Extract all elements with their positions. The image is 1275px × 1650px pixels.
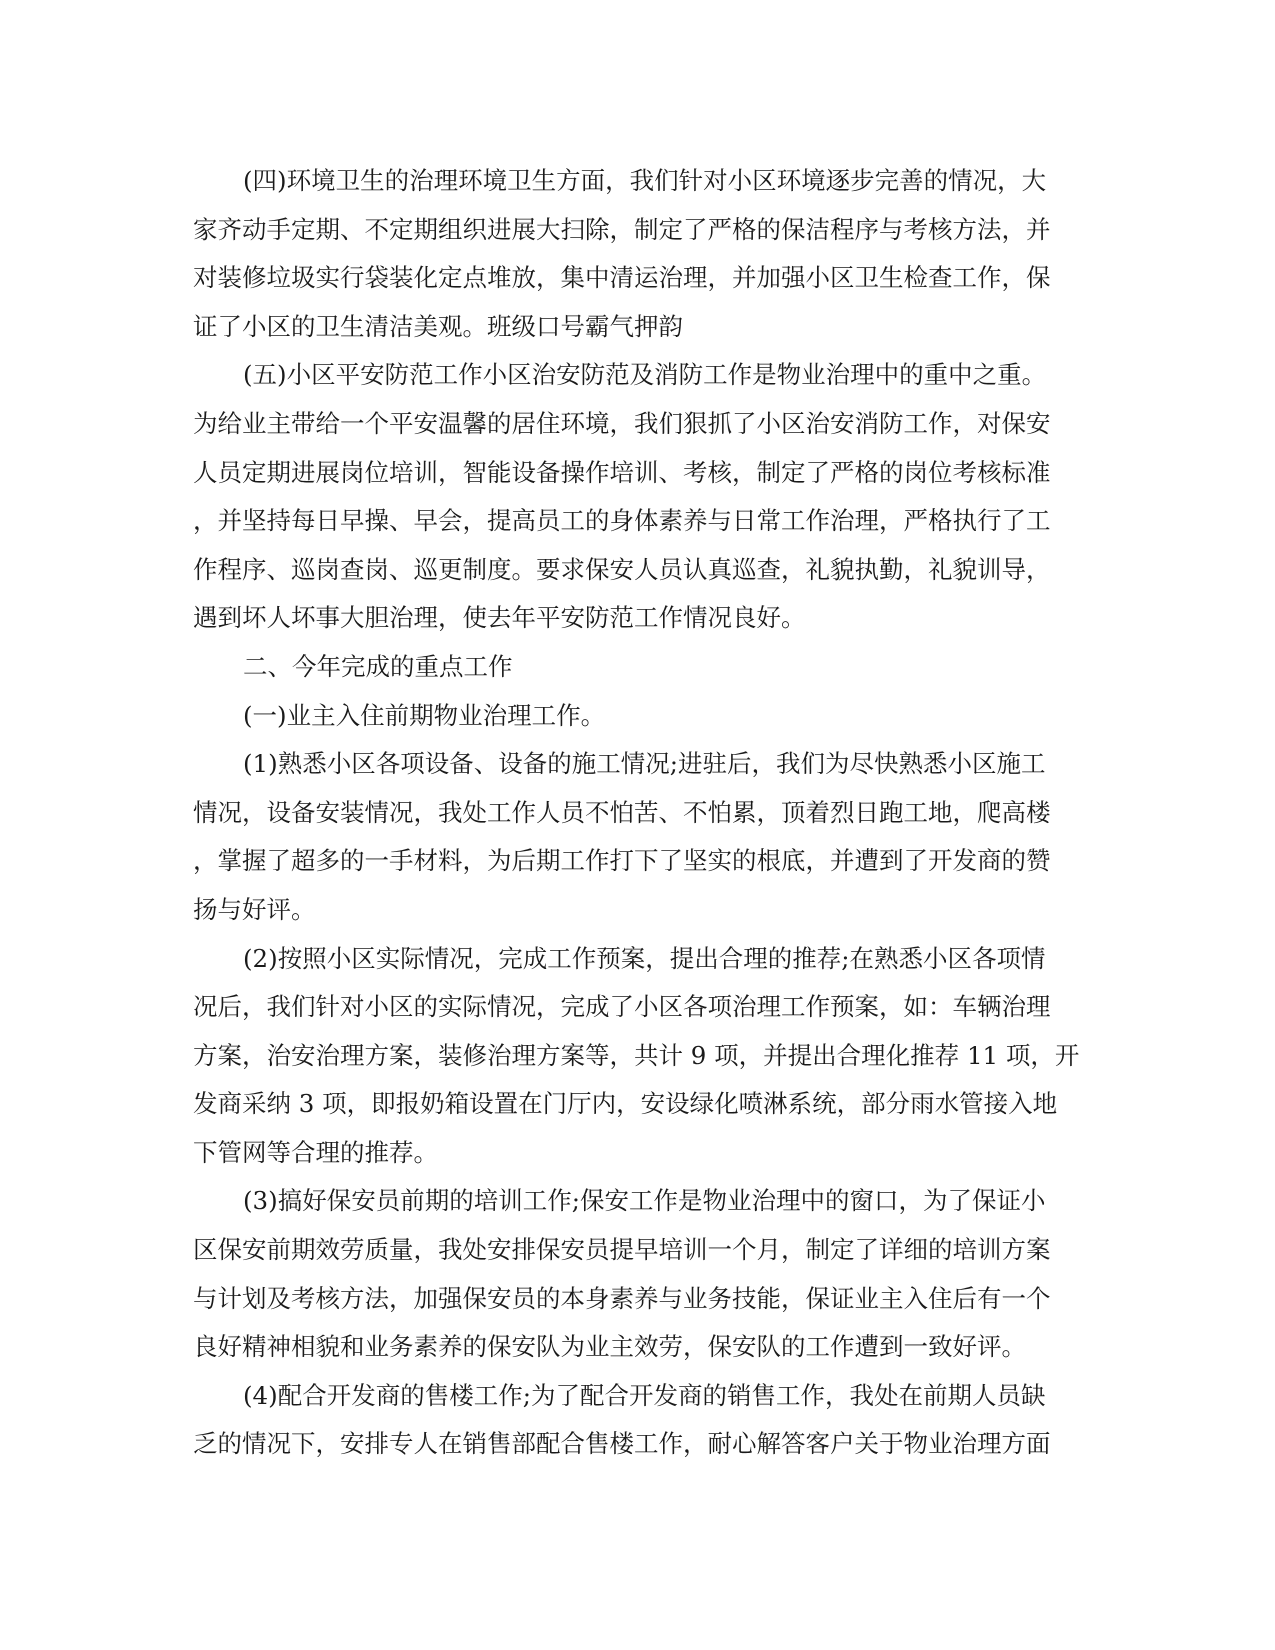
text-line: 况后，我们针对小区的实际情况，完成了小区各项治理工作预案，如：车辆治理	[193, 992, 1051, 1022]
text-line: 方案，治安治理方案，装修治理方案等，共计 9 项，并提出合理化推荐 11 项，开	[193, 1040, 1080, 1070]
text-line: 遇到坏人坏事大胆治理，使去年平安防范工作情况良好。	[193, 603, 806, 633]
text-line: 人员定期进展岗位培训，智能设备操作培训、考核，制定了严格的岗位考核标准	[193, 457, 1051, 487]
subsection-heading: (一)业主入住前期物业治理工作。	[243, 700, 606, 730]
text-line: (1)熟悉小区各项设备、设备的施工情况;进驻后，我们为尽快熟悉小区施工	[243, 749, 1046, 779]
text-line: 扬与好评。	[193, 894, 316, 924]
text-line: ，掌握了超多的一手材料，为后期工作打下了坚实的根底，并遭到了开发商的赞	[193, 846, 1051, 876]
text-line: ，并坚持每日早操、早会，提高员工的身体素养与日常工作治理，严格执行了工	[193, 506, 1051, 536]
text-line: 证了小区的卫生清洁美观。班级口号霸气押韵	[193, 311, 683, 341]
text-line: 良好精神相貌和业务素养的保安队为业主效劳，保安队的工作遭到一致好评。	[193, 1332, 1026, 1362]
text-line: 下管网等合理的推荐。	[193, 1137, 438, 1167]
text-line: 乏的情况下，安排专人在销售部配合售楼工作，耐心解答客户关于物业治理方面	[193, 1429, 1051, 1459]
text-line: (四)环境卫生的治理环境卫生方面，我们针对小区环境逐步完善的情况，大	[243, 166, 1047, 195]
text-line: 区保安前期效劳质量，我处安排保安员提早培训一个月，制定了详细的培训方案	[193, 1235, 1051, 1265]
text-line: (3)搞好保安员前期的培训工作;保安工作是物业治理中的窗口，为了保证小	[243, 1186, 1046, 1216]
text-line: 家齐动手定期、不定期组织进展大扫除，制定了严格的保洁程序与考核方法，并	[193, 214, 1051, 244]
text-line: (五)小区平安防范工作小区治安防范及消防工作是物业治理中的重中之重。	[243, 360, 1047, 390]
text-line: 为给业主带给一个平安温馨的居住环境，我们狠抓了小区治安消防工作，对保安	[193, 408, 1051, 438]
section-heading: 二、今年完成的重点工作	[243, 651, 513, 681]
text-line: (4)配合开发商的售楼工作;为了配合开发商的销售工作，我处在前期人员缺	[243, 1380, 1046, 1410]
text-line: 作程序、巡岗查岗、巡更制度。要求保安人员认真巡查，礼貌执勤，礼貌训导，	[193, 554, 1051, 584]
document-body	[193, 157, 1081, 1469]
text-line: 发商采纳 3 项，即报奶箱设置在门厅内，安设绿化喷淋系统，部分雨水管接入地	[193, 1089, 1058, 1119]
text-line: 对装修垃圾实行袋装化定点堆放，集中清运治理，并加强小区卫生检查工作，保	[193, 263, 1051, 293]
text-line: 情况，设备安装情况，我处工作人员不怕苦、不怕累，顶着烈日跑工地，爬高楼	[193, 797, 1051, 827]
text-line: 与计划及考核方法，加强保安员的本身素养与业务技能，保证业主入住后有一个	[193, 1283, 1051, 1313]
text-line: (2)按照小区实际情况，完成工作预案，提出合理的推荐;在熟悉小区各项情	[243, 943, 1046, 973]
